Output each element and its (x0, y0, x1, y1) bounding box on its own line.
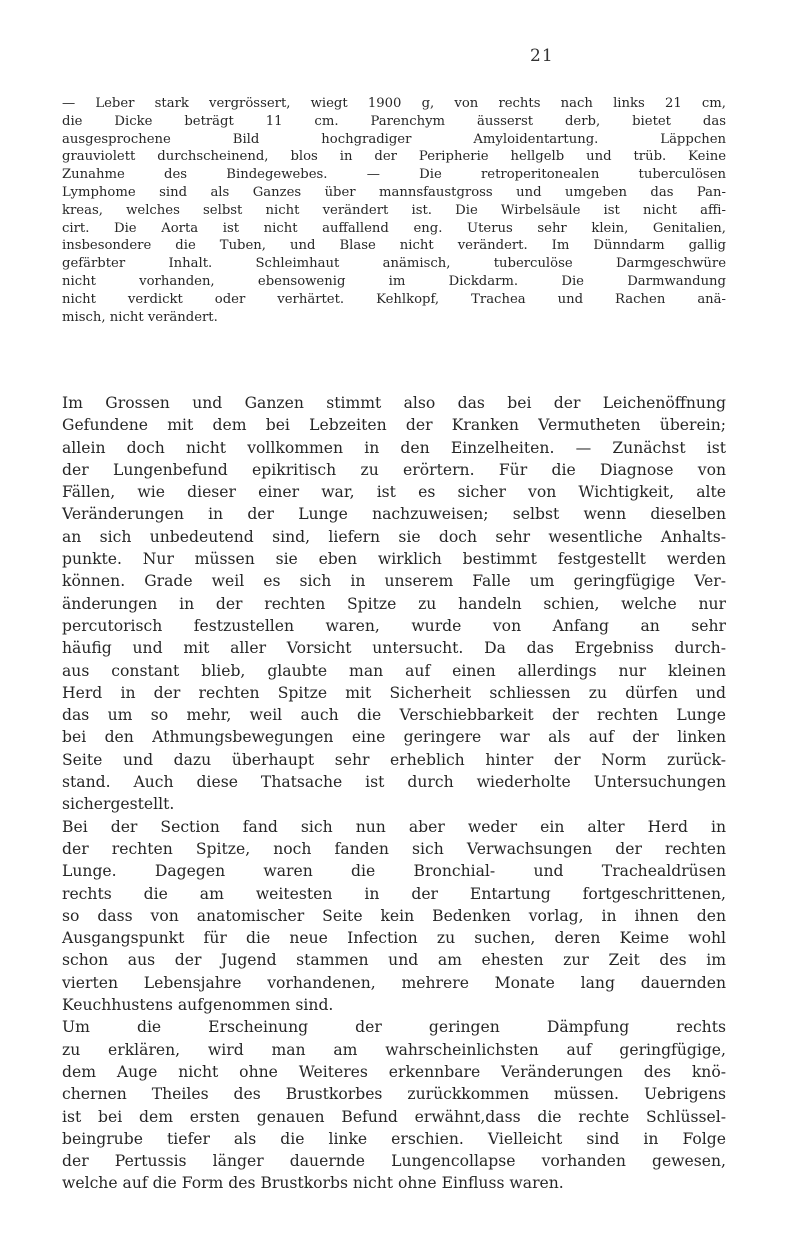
text-line: Lymphome sind als Ganzes über mannsfaustgross und umgeben das Pan- (62, 184, 726, 200)
text-line: stand. Auch diese Thatsache ist durch wiederholte Untersuchungen (62, 773, 726, 792)
text-line: rechts die am weitesten in der Entartung fortgeschrittenen, (62, 884, 726, 903)
text-line: zu erklären, wird man am wahrscheinlichsten auf geringfügige, (62, 1040, 726, 1059)
text-line: Gefundene mit dem bei Lebzeiten der Kranken Vermutheten überein; (62, 416, 726, 435)
body-paragraphs (62, 392, 726, 1195)
text-line: das um so mehr, weil auch die Verschiebbarkeit der rechten Lunge (62, 706, 726, 725)
text-line: nicht verdickt oder verhärtet. Kehlkopf, Trachea und Rachen anä- (62, 291, 726, 307)
text-line: schon aus der Jugend stammen und am ehesten zur Zeit des im (62, 951, 726, 970)
text-line: bei den Athmungsbewegungen eine geringere war als auf der linken (62, 728, 726, 747)
text-line: Um die Erscheinung der geringen Dämpfung rechts (62, 1018, 726, 1037)
text-line: so dass von anatomischer Seite kein Bedenken vorlag, in ihnen den (62, 906, 726, 925)
text-line: chernen Theiles des Brustkorbes zurückkommen müssen. Uebrigens (62, 1085, 726, 1104)
text-line: änderungen in der rechten Spitze zu handeln schien, welche nur (62, 594, 726, 613)
text-line: misch, nicht verändert. (62, 309, 218, 325)
text-line: Seite und dazu überhaupt sehr erheblich hinter der Norm zurück- (62, 750, 726, 769)
small-print-paragraph (62, 95, 726, 326)
text-line: welche auf die Form des Brustkorbs nicht ohne Einfluss waren. (62, 1174, 564, 1193)
text-line: Bei der Section fand sich nun aber weder ein alter Herd in (62, 817, 726, 836)
text-line: punkte. Nur müssen sie eben wirklich bestimmt festgestellt werden (62, 550, 726, 569)
text-line: können. Grade weil es sich in unserem Falle um geringfügige Ver- (62, 572, 726, 591)
text-line: Im Grossen und Ganzen stimmt also das bei der Leichenöffnung (62, 394, 726, 412)
text-line: grauviolett durchscheinend, blos in der Peripherie hellgelb und trüb. Keine (62, 149, 726, 165)
text-line: Fällen, wie dieser einer war, ist es sicher von Wichtigkeit, alte (62, 483, 726, 502)
page-number: 21 (530, 46, 554, 66)
text-line: insbesondere die Tuben, und Blase nicht verändert. Im Dünndarm gallig (62, 238, 726, 254)
text-line: der Pertussis länger dauernde Lungencollapse vorhanden gewesen, (62, 1152, 726, 1171)
text-line: ist bei dem ersten genauen Befund erwähnt,dass die rechte Schlüssel- (62, 1107, 726, 1126)
text-line: die Dicke beträgt 11 cm. Parenchym äusserst derb, bietet das (62, 113, 726, 129)
text-line: Zunahme des Bindegewebes. — Die retroperitonealen tuberculösen (62, 167, 726, 183)
text-line: der rechten Spitze, noch fanden sich Verwachsungen der rechten (62, 839, 726, 858)
text-line: an sich unbedeutend sind, liefern sie doch sehr wesentliche Anhalts- (62, 527, 726, 546)
text-line: ausgesprochene Bild hochgradiger Amyloidentartung. Läppchen (62, 131, 726, 147)
text-line: Ausgangspunkt für die neue Infection zu suchen, deren Keime wohl (62, 929, 726, 948)
text-line: gefärbter Inhalt. Schleimhaut anämisch, tuberculöse Darmgeschwüre (62, 256, 726, 272)
text-line: sichergestellt. (62, 795, 175, 814)
text-line: Keuchhustens aufgenommen sind. (62, 996, 334, 1015)
text-line: cirt. Die Aorta ist nicht auffallend eng. Uterus sehr klein, Genitalien, (62, 220, 726, 236)
text-line: kreas, welches selbst nicht verändert ist. Die Wirbelsäule ist nicht affi- (62, 202, 726, 218)
text-line: Veränderungen in der Lunge nachzuweisen; selbst wenn dieselben (62, 505, 726, 524)
text-line: vierten Lebensjahre vorhandenen, mehrere Monate lang dauernden (62, 973, 726, 992)
text-line: Lunge. Dagegen waren die Bronchial- und Trachealdrüsen (62, 862, 726, 881)
text-line: — Leber stark vergrössert, wiegt 1900 g, von rechts nach links 21 cm, (62, 96, 726, 111)
text-line: der Lungenbefund epikritisch zu erörtern. Für die Diagnose von (62, 460, 726, 479)
text-line: allein doch nicht vollkommen in den Einzelheiten. — Zunächst ist (62, 438, 726, 457)
text-line: häufig und mit aller Vorsicht untersucht. Da das Ergebniss durch- (62, 639, 726, 658)
text-line: percutorisch festzustellen waren, wurde von Anfang an sehr (62, 616, 726, 635)
text-line: aus constant blieb, glaubte man auf einen allerdings nur kleinen (62, 661, 726, 680)
text-line: nicht vorhanden, ebensowenig im Dickdarm. Die Darmwandung (62, 273, 726, 289)
text-line: dem Auge nicht ohne Weiteres erkennbare Veränderungen des knö- (62, 1062, 726, 1081)
text-line: beingrube tiefer als die linke erschien. Vielleicht sind in Folge (62, 1129, 726, 1148)
text-line: Herd in der rechten Spitze mit Sicherheit schliessen zu dürfen und (62, 683, 726, 702)
